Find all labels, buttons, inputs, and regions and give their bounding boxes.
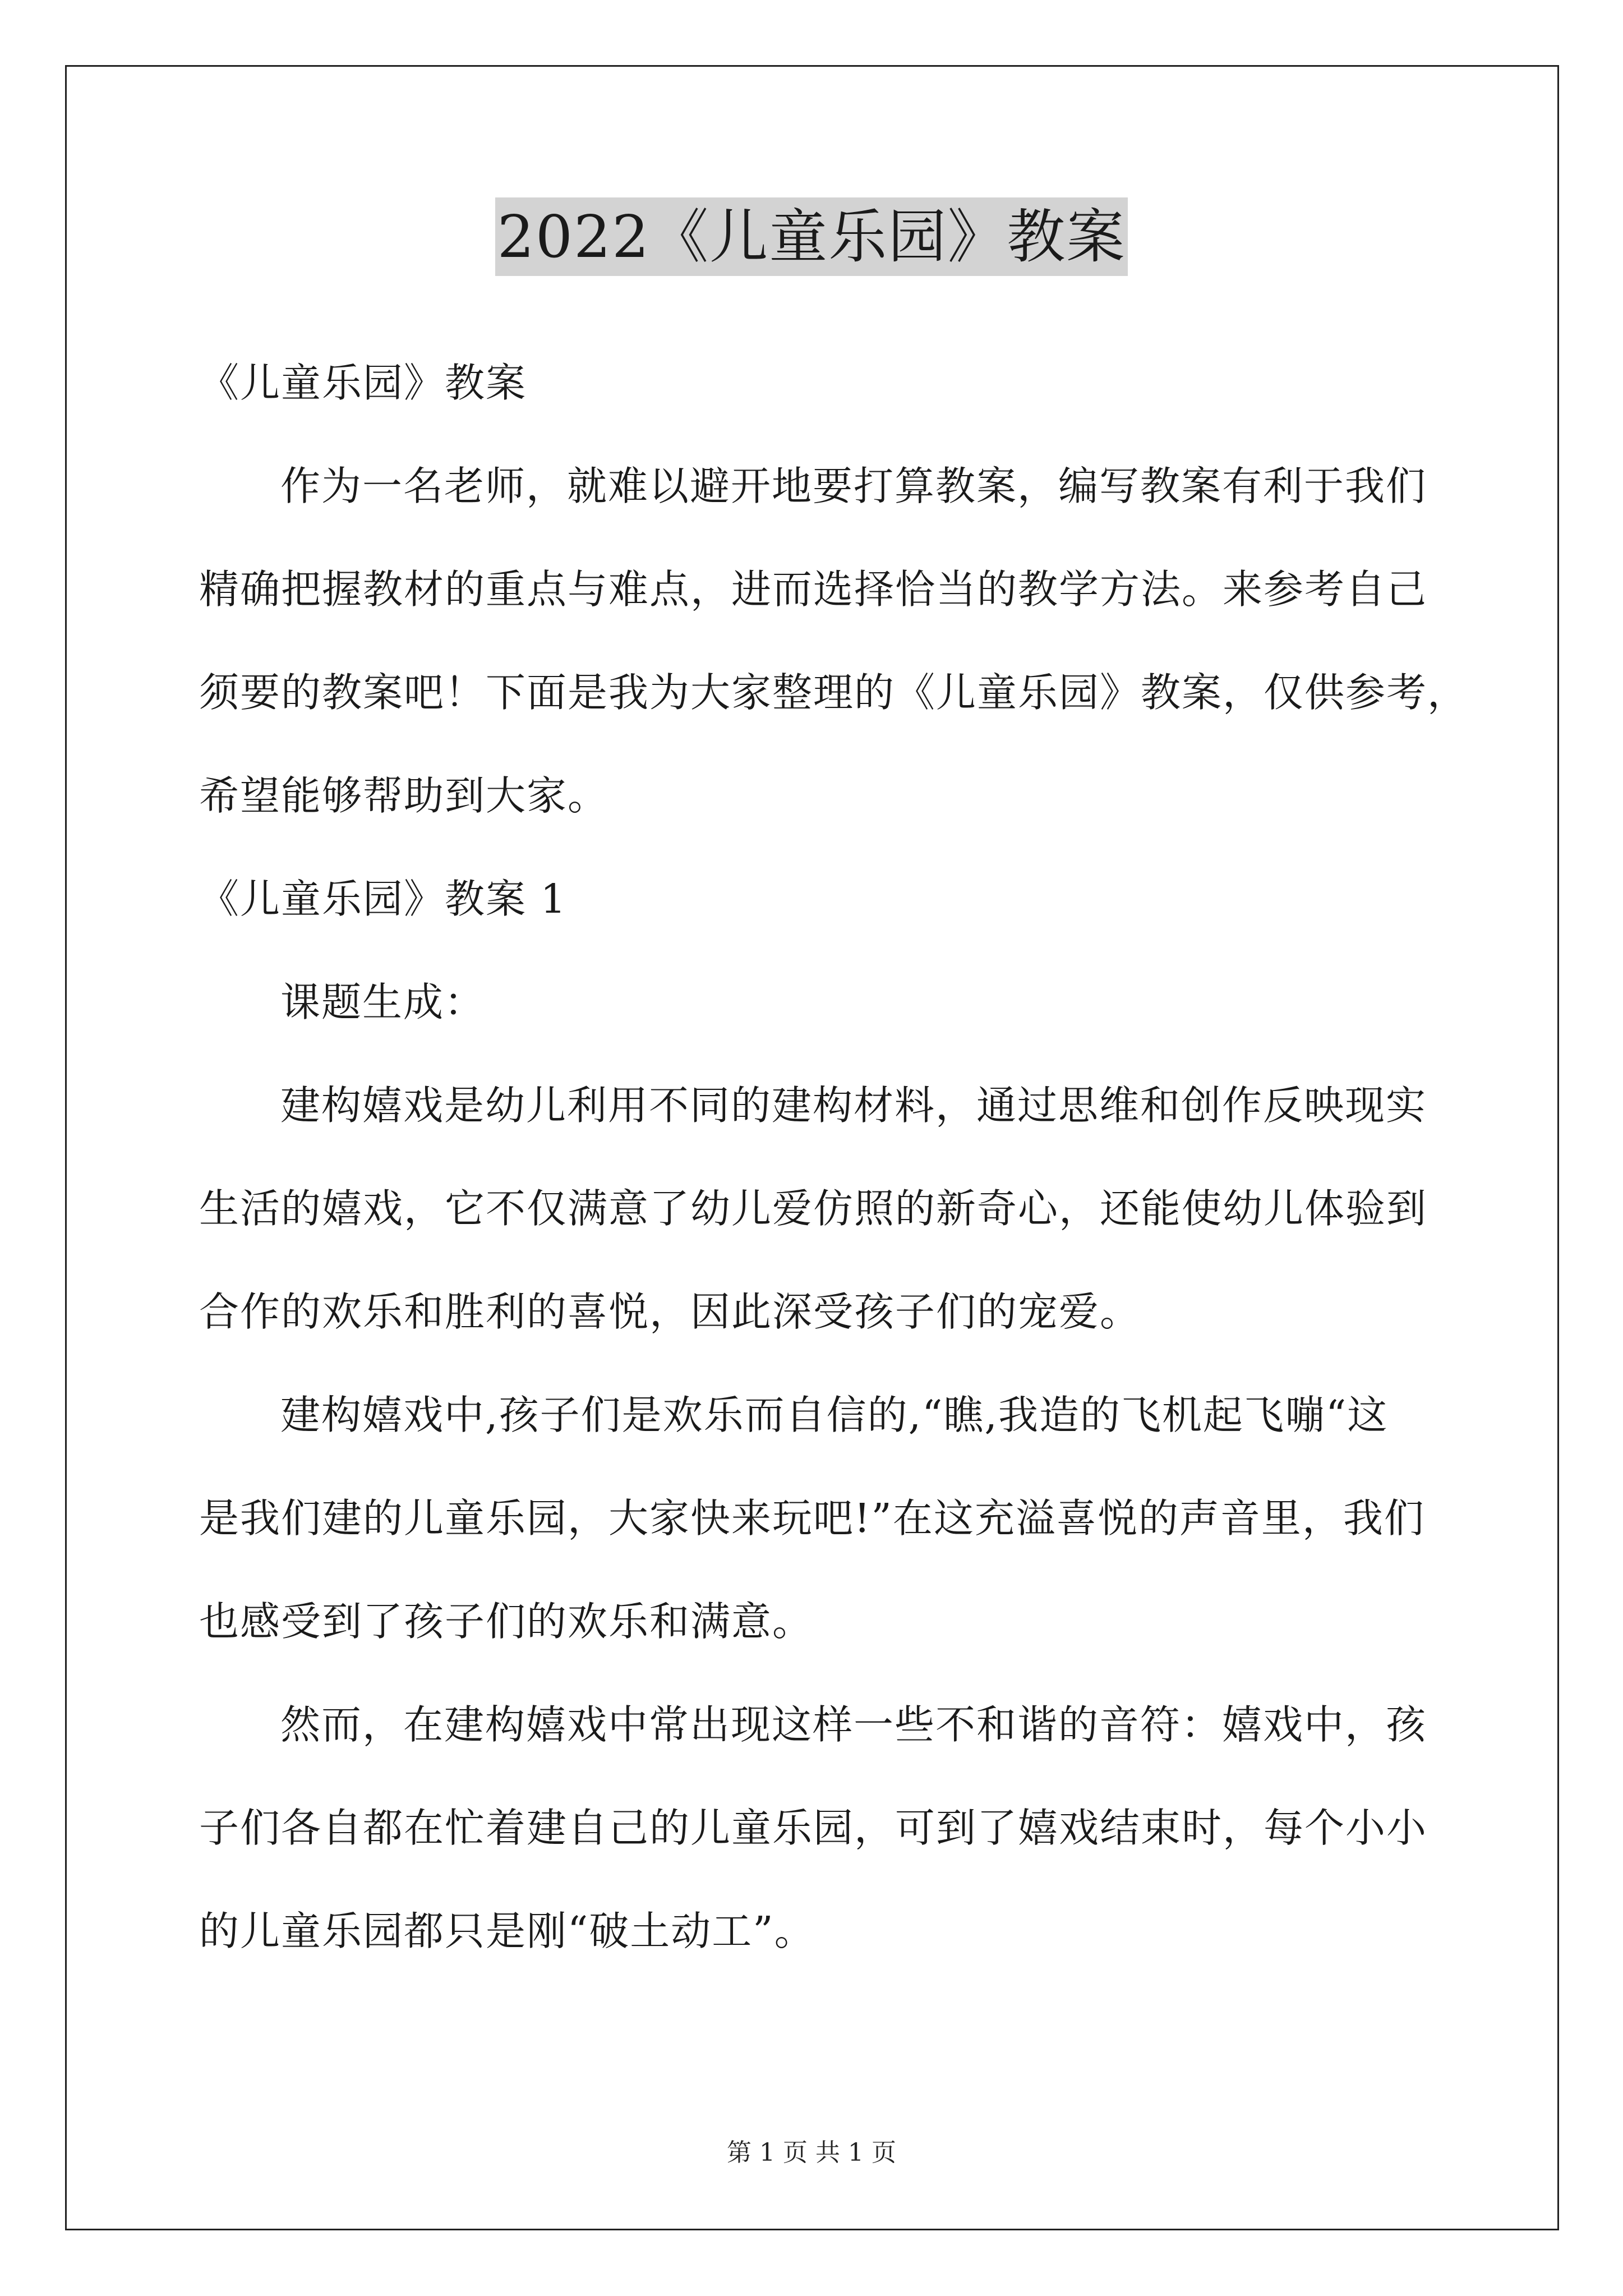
paragraph-line: 精确把握教材的重点与难点，进而选择恰当的教学方法。来参考自己 (199, 566, 1428, 613)
paragraph-line: 也感受到了孩子们的欢乐和满意。 (199, 1598, 814, 1645)
paragraph-line: 的儿童乐园都只是刚“破土动工”。 (199, 1908, 815, 1954)
paragraph-line: 建构嬉戏是幼儿利用不同的建构材料，通过思维和创作反映现实 (280, 1082, 1427, 1129)
paragraph-line: 子们各自都在忙着建自己的儿童乐园，可到了嬉戏结束时，每个小小 (199, 1805, 1428, 1851)
paragraph-line: 合作的欢乐和胜利的喜悦，因此深受孩子们的宠爱。 (199, 1289, 1141, 1335)
paragraph-line: 须要的教案吧！下面是我为大家整理的《儿童乐园》教案，仅供参考， (199, 669, 1469, 716)
section-heading: 《儿童乐园》教案 1 (199, 876, 567, 922)
paragraph-line: 课题生成： (280, 979, 486, 1025)
paragraph-line: 生活的嬉戏，它不仅满意了幼儿爱仿照的新奇心，还能使幼儿体验到 (199, 1185, 1428, 1232)
page-footer: 第 1 页 共 1 页 (727, 2138, 896, 2167)
paragraph-line: 建构嬉戏中,孩子们是欢乐而自信的,“瞧,我造的飞机起飞嘣“这 (280, 1392, 1389, 1438)
document-title: 2022《儿童乐园》教案 (495, 197, 1128, 276)
title-container (0, 197, 1623, 276)
paragraph-line: 是我们建的儿童乐园，大家快来玩吧!”在这充溢喜悦的声音里，我们 (199, 1495, 1425, 1542)
paragraph-line: 作为一名老师，就难以避开地要打算教案，编写教案有利于我们 (280, 463, 1427, 509)
section-heading: 《儿童乐园》教案 (199, 360, 527, 406)
paragraph-line: 然而，在建构嬉戏中常出现这样一些不和谐的音符：嬉戏中，孩 (280, 1701, 1427, 1748)
paragraph-line: 希望能够帮助到大家。 (199, 772, 609, 819)
